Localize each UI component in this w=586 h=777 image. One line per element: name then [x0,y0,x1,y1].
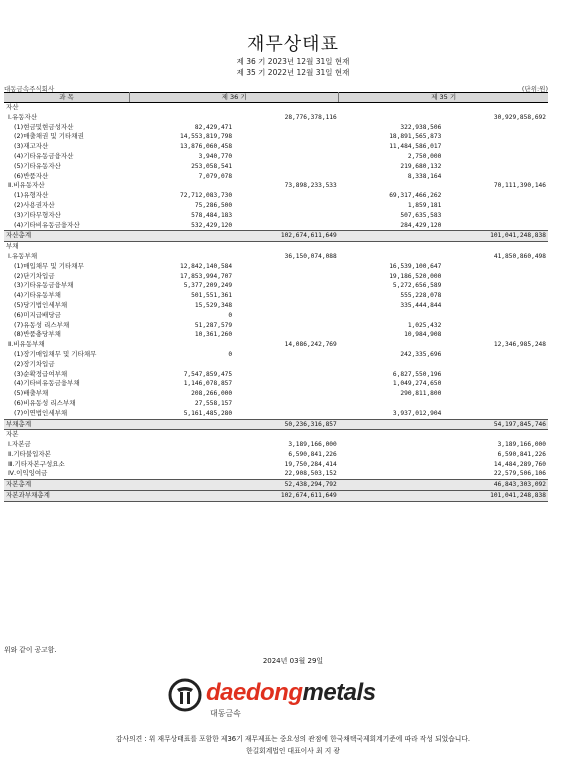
account-label: (6)반품자산 [14,171,49,180]
account-label: (3)재고자산 [14,142,49,151]
prior-detail-amount: 507,635,583 [400,211,442,219]
current-detail-amount: 253,058,541 [191,162,233,170]
current-subtotal-amount [234,430,339,440]
current-detail-amount: 1,146,078,857 [183,380,233,388]
current-subtotal-amount [234,370,339,380]
current-detail-amount [130,460,235,470]
prior-subtotal-amount [443,152,548,162]
prior-subtotal-amount [443,370,548,380]
account-label: Ⅳ.이익잉여금 [8,469,48,478]
prior-detail-amount [339,450,444,460]
current-subtotal-amount [234,242,339,252]
table-row [4,221,548,231]
current-subtotal-amount [234,281,339,291]
prior-subtotal-amount [443,272,548,282]
current-subtotal-amount [234,132,339,142]
table-row [4,301,548,311]
table-row [4,262,548,272]
account-label: 자본과부채총계 [4,491,130,502]
prior-detail-amount [339,491,444,502]
account-label: (2)사용권자산 [14,200,55,209]
account-label: (4)기타유동부채 [14,291,61,300]
table-row [4,191,548,201]
current-subtotal-amount [234,221,339,231]
account-label: (5)기타유동자산 [14,161,61,170]
account-label: (7)유동성 리스부채 [14,320,70,329]
prior-subtotal-amount: 22,579,506,106 [493,470,546,478]
auditor-signature: 한길회계법인 대표이사 최 지 광 [246,747,340,755]
account-label: Ⅰ.자본금 [8,440,31,449]
current-subtotal-amount: 102,674,611,649 [234,231,339,242]
account-label: (4)기타유동금융자산 [14,151,74,160]
current-detail-amount [130,480,235,491]
prior-subtotal-amount [443,162,548,172]
current-detail-amount: 10,361,260 [194,331,233,339]
prior-subtotal-amount [443,201,548,211]
current-subtotal-amount [234,360,339,370]
prior-subtotal-amount [443,123,548,133]
prior-detail-amount [339,440,444,450]
current-subtotal-amount: 14,086,242,769 [284,341,337,349]
prior-subtotal-amount [443,389,548,399]
table-row [4,132,548,142]
account-label: (2)장기차입금 [14,359,55,368]
account-label: (7)이연법인세부채 [14,408,68,417]
prior-detail-amount [339,430,444,440]
prior-detail-amount [339,103,444,113]
total-row [4,480,548,491]
prior-detail-amount [339,399,444,409]
account-label: Ⅲ.기타자본구성요소 [8,459,65,468]
total-row [4,419,548,430]
account-label: (4)기타비유동금융부채 [14,379,80,388]
account-label: Ⅱ.비유동자산 [8,181,45,190]
logo-wordmark: daedongmetals [206,679,376,706]
current-detail-amount [130,103,235,113]
current-subtotal-amount [234,321,339,331]
total-row [4,491,548,502]
table-row [4,291,548,301]
prior-detail-amount: 322,938,506 [400,123,442,131]
prior-subtotal-amount: 101,041,248,838 [443,231,548,242]
prior-detail-amount: 8,338,164 [407,172,442,180]
current-detail-amount: 7,079,078 [198,172,233,180]
prior-subtotal-amount [443,399,548,409]
prior-detail-amount: 290,811,800 [400,390,442,398]
prior-detail-amount: 284,429,120 [400,221,442,229]
prior-detail-amount: 11,484,586,017 [389,143,442,151]
table-row [4,409,548,419]
current-detail-amount: 15,529,348 [194,301,233,309]
current-detail-amount: 3,940,770 [198,152,233,160]
current-subtotal-amount [234,152,339,162]
prior-subtotal-amount: 54,197,845,746 [443,419,548,430]
current-subtotal-amount [234,379,339,389]
current-subtotal-amount: 50,236,316,857 [234,419,339,430]
account-label: 자본총계 [4,480,130,491]
account-label: 자산총계 [4,231,130,242]
current-detail-amount [130,252,235,262]
prior-subtotal-amount: 6,590,841,226 [497,450,546,458]
prior-detail-amount: 16,539,100,647 [389,262,442,270]
table-row [4,113,548,123]
account-label: Ⅰ.유동자산 [8,112,38,121]
table-row [4,181,548,191]
prior-subtotal-amount [443,301,548,311]
table-row [4,389,548,399]
page-title: 재무상태표 [247,34,339,55]
prior-detail-amount: 1,049,274,650 [392,380,442,388]
logo-korean-name: 대동금속 [210,709,241,718]
current-subtotal-amount [234,272,339,282]
prior-detail-amount: 1,859,181 [407,201,442,209]
prior-subtotal-amount [443,132,548,142]
current-detail-amount: 5,161,485,280 [183,409,233,417]
prior-subtotal-amount [443,379,548,389]
current-subtotal-amount [234,399,339,409]
current-detail-amount [130,113,235,123]
table-row [4,450,548,460]
current-detail-amount [130,181,235,191]
prior-detail-amount [339,252,444,262]
current-detail-amount: 82,429,471 [194,123,233,131]
announcement-date: 2024년 03월 29일 [262,657,324,665]
current-subtotal-amount [234,172,339,182]
audit-opinion: 감사의견 : 위 재무상태표를 포함한 제36기 재무제표는 중요성의 관점에 한국채택국제회계기준에 따라 작성 되었습니다. [115,735,471,743]
prior-detail-amount [339,360,444,370]
prior-subtotal-amount [443,262,548,272]
current-detail-amount: 27,558,157 [194,399,233,407]
current-subtotal-amount: 28,776,378,116 [284,113,337,121]
account-label: (5)배출부채 [14,389,49,398]
current-detail-amount [130,231,235,242]
prior-detail-amount: 18,891,565,873 [389,133,442,141]
table-row [4,379,548,389]
prior-detail-amount: 69,317,466,262 [389,192,442,200]
current-detail-amount: 51,287,579 [194,321,233,329]
prior-subtotal-amount [443,321,548,331]
account-label: (1)장기매입채무 및 기타채무 [14,349,97,358]
header-current-period: 제 36 기 [130,93,339,103]
account-label: (3)기타무형자산 [14,210,61,219]
prior-subtotal-amount: 30,929,858,692 [493,113,546,121]
current-detail-amount: 13,876,060,458 [179,143,233,151]
table-row [4,281,548,291]
current-detail-amount: 7,547,859,475 [183,370,233,378]
current-subtotal-amount [234,311,339,321]
prior-subtotal-amount [443,221,548,231]
table-row [4,103,548,113]
current-subtotal-amount [234,330,339,340]
prior-subtotal-amount [443,409,548,419]
table-row [4,123,548,133]
current-subtotal-amount [234,409,339,419]
prior-detail-amount: 3,937,012,904 [392,409,442,417]
prior-detail-amount [339,231,444,242]
prior-detail-amount: 19,186,520,000 [389,272,442,280]
prior-detail-amount: 5,272,656,589 [392,282,442,290]
current-detail-amount: 501,551,361 [191,292,233,300]
table-row [4,430,548,440]
prior-detail-amount [339,181,444,191]
period-prior: 제 35 기 2022년 12월 31일 현재 [236,68,350,77]
table-row [4,142,548,152]
current-detail-amount: 0 [228,311,233,319]
table-row [4,440,548,450]
table-row [4,370,548,380]
prior-detail-amount: 6,827,550,196 [392,370,442,378]
prior-detail-amount [339,311,444,321]
current-subtotal-amount [234,142,339,152]
account-label: (3)순확정급여부채 [14,369,68,378]
prior-detail-amount [339,242,444,252]
current-subtotal-amount [234,262,339,272]
total-row [4,231,548,242]
prior-subtotal-amount: 3,189,166,000 [497,441,546,449]
table-row [4,272,548,282]
account-label: 자산 [6,103,19,111]
table-row [4,172,548,182]
current-detail-amount: 17,853,994,707 [179,272,233,280]
table-row [4,469,548,479]
prior-subtotal-amount [443,191,548,201]
current-subtotal-amount: 102,674,611,649 [234,491,339,502]
table-row [4,340,548,350]
balance-sheet-table [4,92,548,502]
current-subtotal-amount [234,123,339,133]
table-row [4,152,548,162]
current-subtotal-amount: 73,898,233,533 [284,182,337,190]
table-row [4,252,548,262]
prior-subtotal-amount [443,330,548,340]
account-label: Ⅰ.유동부채 [8,251,38,260]
current-detail-amount: 14,553,819,798 [179,133,233,141]
prior-subtotal-amount: 12,346,985,248 [493,341,546,349]
prior-detail-amount: 335,444,844 [400,301,442,309]
current-subtotal-amount [234,301,339,311]
current-subtotal-amount [234,201,339,211]
prior-detail-amount: 1,025,432 [407,321,442,329]
account-label: (6)미지급배당금 [14,310,61,319]
current-subtotal-amount [234,350,339,360]
account-label: 자본 [6,430,19,439]
table-row [4,399,548,409]
account-label: (1)매입채무 및 기타채무 [14,261,84,270]
current-detail-amount [130,450,235,460]
current-detail-amount: 12,842,140,584 [179,262,233,270]
company-logo [168,676,418,722]
prior-subtotal-amount: 70,111,390,146 [493,182,546,190]
current-subtotal-amount: 22,908,503,152 [284,470,337,478]
prior-subtotal-amount [443,103,548,113]
logo-emblem-icon [168,678,202,712]
current-subtotal-amount [234,191,339,201]
prior-subtotal-amount [443,350,548,360]
current-subtotal-amount [234,211,339,221]
account-label: (5)당기법인세부채 [14,300,68,309]
prior-detail-amount [339,419,444,430]
current-detail-amount [130,491,235,502]
prior-subtotal-amount: 41,850,860,498 [493,252,546,260]
account-label: (6)비유동성 리스부채 [14,398,76,407]
account-label: (1)유형자산 [14,191,49,200]
current-detail-amount: 5,377,209,249 [183,282,233,290]
table-row [4,350,548,360]
prior-subtotal-amount [443,142,548,152]
account-label: (4)기타비유동금융자산 [14,220,80,229]
account-label: 부채 [6,242,19,251]
table-row [4,162,548,172]
prior-detail-amount: 555,228,078 [400,292,442,300]
current-detail-amount [130,340,235,350]
prior-detail-amount: 2,750,000 [407,152,442,160]
prior-subtotal-amount [443,281,548,291]
prior-subtotal-amount: 46,843,303,092 [443,480,548,491]
prior-subtotal-amount [443,291,548,301]
prior-detail-amount [339,480,444,491]
current-detail-amount [130,419,235,430]
prior-subtotal-amount [443,172,548,182]
current-detail-amount: 75,286,500 [194,201,233,209]
table-row [4,311,548,321]
account-label: (2)단기차입금 [14,271,55,280]
table-row [4,360,548,370]
current-subtotal-amount: 19,750,284,414 [284,460,337,468]
prior-detail-amount [339,469,444,479]
account-label: Ⅱ.기타불입자본 [8,449,51,458]
current-subtotal-amount: 3,189,166,000 [288,441,337,449]
prior-detail-amount: 219,680,132 [400,162,442,170]
current-subtotal-amount [234,103,339,113]
prior-subtotal-amount [443,360,548,370]
prior-subtotal-amount [443,242,548,252]
account-label: (8)반품충당부채 [14,330,61,339]
current-subtotal-amount [234,162,339,172]
notice-text: 위와 같이 공고함. [4,646,57,654]
prior-detail-amount [339,460,444,470]
current-detail-amount: 208,266,000 [191,390,233,398]
prior-subtotal-amount [443,211,548,221]
prior-subtotal-amount [443,430,548,440]
table-row [4,201,548,211]
prior-detail-amount: 10,984,908 [404,331,442,339]
current-subtotal-amount [234,291,339,301]
current-detail-amount [130,360,235,370]
account-label: (3)기타유동금융부채 [14,281,74,290]
current-subtotal-amount: 6,590,841,226 [288,450,337,458]
header-prior-period: 제 35 기 [339,93,548,103]
company-name: 대동금속주식회사 [4,85,55,93]
current-detail-amount: 532,429,120 [191,221,233,229]
prior-detail-amount [339,340,444,350]
current-detail-amount [130,440,235,450]
account-label: (1)현금및현금성자산 [14,122,74,131]
period-current: 제 36 기 2023년 12월 31일 현재 [236,57,350,66]
table-row [4,460,548,470]
current-detail-amount: 578,484,183 [191,211,233,219]
table-row [4,321,548,331]
table-row [4,211,548,221]
prior-detail-amount: 242,335,696 [400,350,442,358]
prior-detail-amount [339,113,444,123]
current-detail-amount [130,469,235,479]
table-row [4,330,548,340]
current-detail-amount [130,430,235,440]
account-label: (2)매출채권 및 기타채권 [14,132,84,141]
prior-subtotal-amount: 14,484,289,760 [493,460,546,468]
current-detail-amount: 0 [228,350,233,358]
current-subtotal-amount: 52,438,294,792 [234,480,339,491]
header-account: 과 목 [4,93,130,103]
table-row [4,242,548,252]
table-header-row [4,93,548,103]
current-detail-amount [130,242,235,252]
account-label: Ⅱ.비유동부채 [8,340,45,349]
prior-subtotal-amount: 101,041,248,838 [443,491,548,502]
current-subtotal-amount: 36,150,074,088 [284,252,337,260]
current-detail-amount: 72,712,083,730 [179,192,233,200]
prior-subtotal-amount [443,311,548,321]
current-subtotal-amount [234,389,339,399]
unit-label: (단위:원) [521,85,548,93]
account-label: 부채총계 [4,419,130,430]
